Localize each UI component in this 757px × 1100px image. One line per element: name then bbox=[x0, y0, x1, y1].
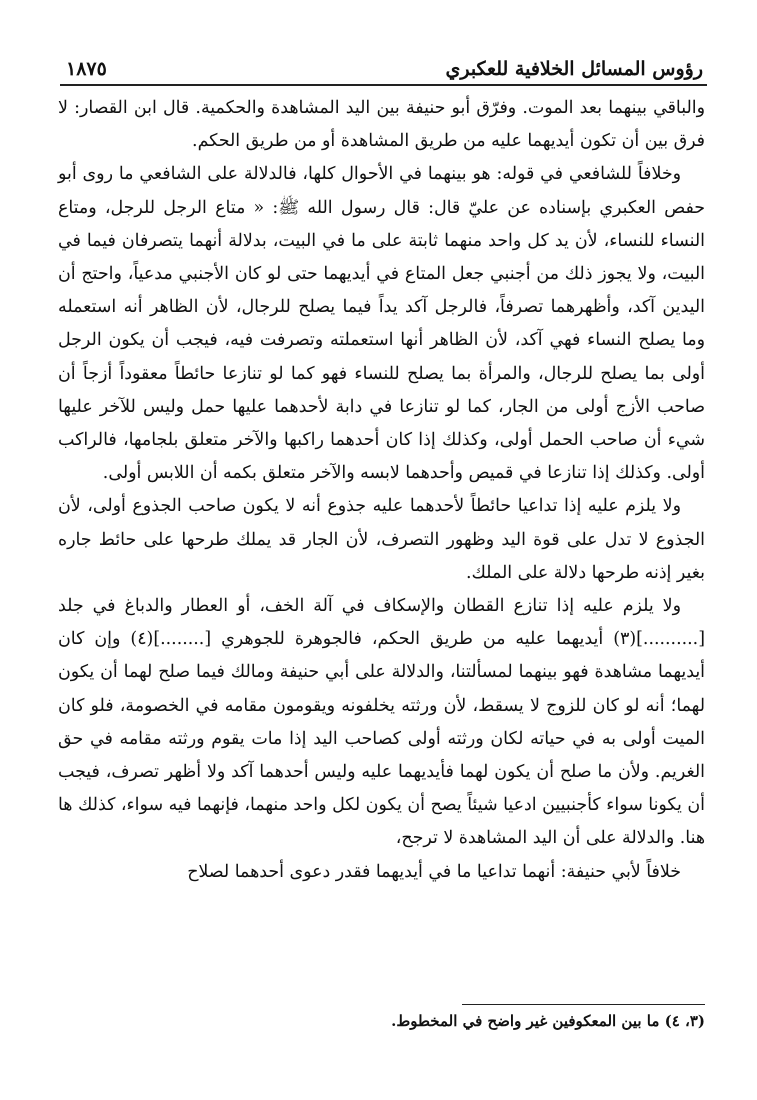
footnote: (٣، ٤) ما بين المعكوفين غير واضح في المخطوط. bbox=[391, 1012, 705, 1030]
main-text bbox=[58, 92, 705, 889]
book-title: رؤوس المسائل الخلافية للعكبري bbox=[445, 58, 703, 80]
paragraph: ولا يلزم عليه إذا تداعيا حائطاً لأحدهما عليه جذوع أنه لا يكون صاحب الجذوع أولى، لأن الجذوع لا تدل على قوة اليد وظهور التصرف، لأن الجار قد يملك طرحها على حائط جاره بغير إذنه طرحها دلالة على الملك. bbox=[58, 496, 705, 583]
footnote-rule bbox=[462, 1004, 705, 1005]
page-number: ١٨٧٥ bbox=[66, 58, 107, 80]
paragraph: وخلافاً للشافعي في قوله: هو بينهما في الأحوال كلها، فالدلالة على الشافعي ما روى أبو حفص العكبري بإسناده عن عليّ قال: قال رسول الله ﷺ: « متاع الرجل للرجل، ومتاع النساء للنساء، لأن يد كل واحد منهما ثابتة على ما في البيت، بدلالة أنهما يتصرفان فيما في البيت، ولا يجوز ذلك من أجنبي جعل المتاع في أيديهما حتى لو كان الأجنبي مدعياً، واحتج أن اليدين آكد، وأظهرهما تصرفاً، فالرجل آكد يداً فيما يصلح للرجال، لأن الظاهر أنه استعمله وما يصلح النساء فهي آكد، لأن الظاهر أنها استعملته وتصرفت فيه، فيجب أن يكون الرجل أولى بما يصلح للرجال، والمرأة بما يصلح للنساء فهو كما لو تنازعا حائطاً معقوداً أزجاً أن صاحب الأزج أولى من الجار، كما لو تنازعا في دابة لأحدهما عليها حمل وليس للآخر عليها شيء أن صاحب الحمل أولى، وكذلك إذا كان أحدهما راكبها والآخر متعلق بلجامها، فالراكب أولى. وكذلك إذا تنازعا في قميص وأحدهما لابسه والآخر متعلق بكمه أن اللابس أولى. bbox=[58, 164, 705, 484]
paragraph: خلافاً لأبي حنيفة: أنهما تداعيا ما في أيديهما فقدر دعوى أحدهما لصلاح bbox=[187, 861, 681, 882]
header-rule bbox=[60, 84, 707, 86]
running-header bbox=[66, 46, 703, 80]
paragraph: ولا يلزم عليه إذا تنازع القطان والإسكاف في آلة الخف، أو العطار والدباغ في جلد [..........](٣) أيديهما عليه من طريق الحكم، فالجوهرة للجوهري [........](٤) وإن كان أيديهما مشاهدة فهو بينهما لمسألتنا، والدلالة على أبي حنيفة ومالك فيما صلح لهما أن يكون لهما؛ أنه لو كان للزوج لا يسقط، لأن ورثته يخلفونه ويقومون مقامه في الخصومة، فلو كان الميت أولى به في حياته لكان ورثته أولى كصاحب اليد إذا مات يقوم ورثته مقامه في حق الغريم. ولأن ما صلح أن يكون لهما فأيديهما عليه وليس أحدهما آكد ولا أظهر تصرف، فيجب أن يكونا سواء كأجنبيين ادعيا شيئاً يصح أن يكون لكل واحد منهما، فإنهما فيه سواء، كذلك ها هنا. والدلالة على أن اليد المشاهدة لا ترجح، bbox=[58, 596, 705, 849]
paragraph: والباقي بينهما بعد الموت. وفرّق أبو حنيفة بين اليد المشاهدة والحكمية. قال ابن القصار: لا فرق بين أن تكون أيديهما عليه من طريق المشاهدة أو من طريق الحكم. bbox=[58, 98, 705, 152]
